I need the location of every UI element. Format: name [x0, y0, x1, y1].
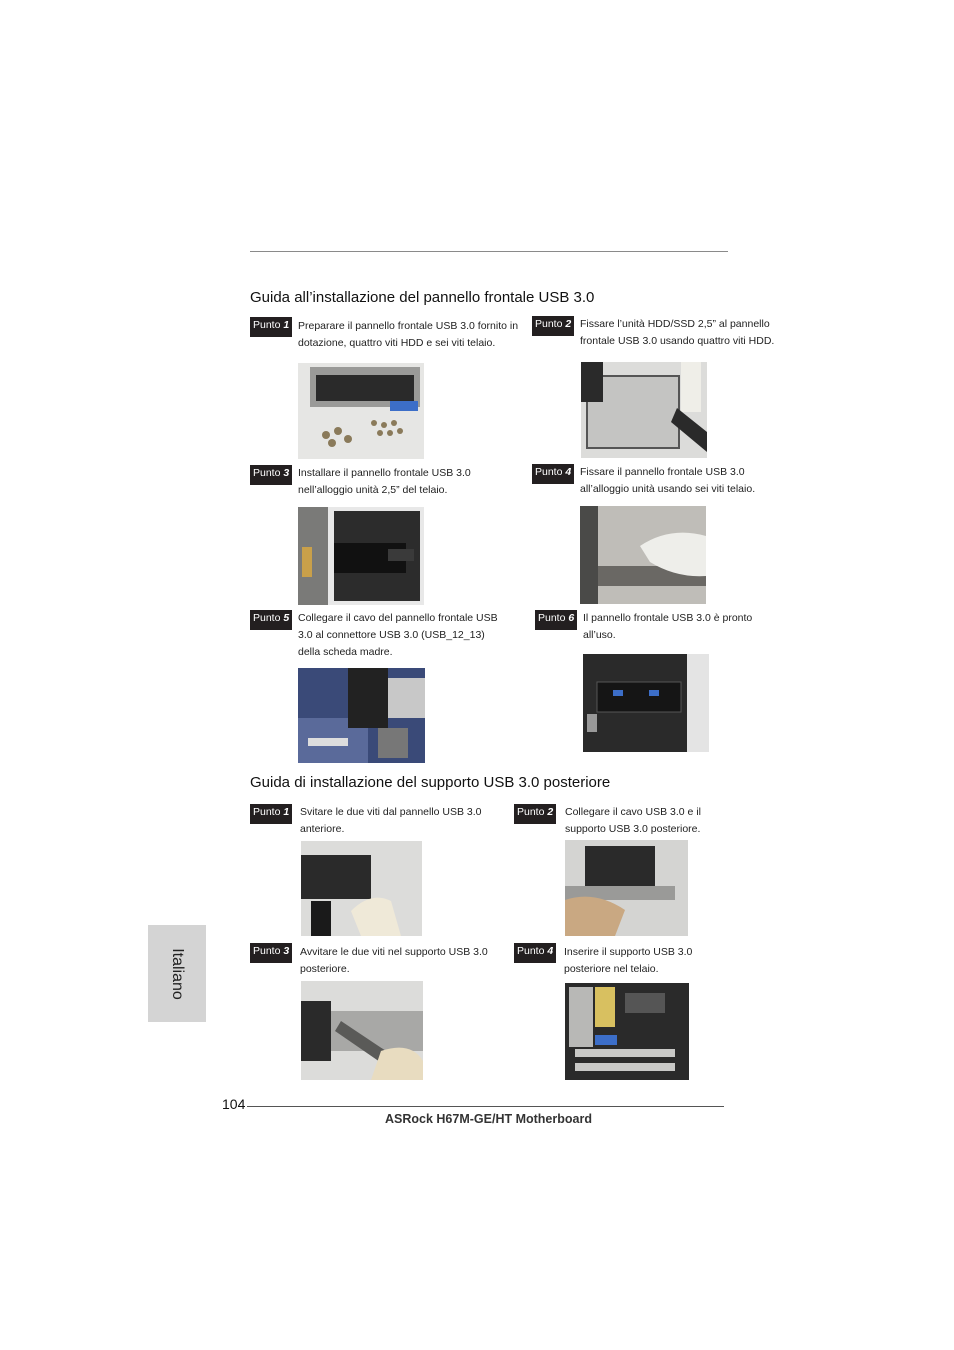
photo-front-panel-ready: [583, 654, 709, 752]
step-badge: Punto 3: [250, 943, 292, 963]
step-badge: Punto 4: [532, 464, 574, 484]
language-side-tab: [148, 925, 206, 1022]
step-badge: Punto 5: [250, 610, 292, 630]
step-text: Fissare il pannello frontale USB 3.0 all’alloggio unità usando sei viti telaio.: [580, 466, 756, 495]
step-badge: Punto 1: [250, 317, 292, 337]
step-text: Inserire il supporto USB 3.0 posteriore nel telaio.: [564, 946, 693, 975]
step-text: Svitare le due viti dal pannello USB 3.0 anteriore.: [300, 806, 482, 835]
photo-screw-bracket: [301, 981, 423, 1080]
step-text: Collegare il cavo USB 3.0 e il supporto USB 3.0 posteriore.: [565, 806, 701, 835]
step-badge: Punto 2: [532, 316, 574, 336]
step-text: Installare il pannello frontale USB 3.0 nell’alloggio unità 2,5” del telaio.: [298, 467, 471, 496]
page-number: 104: [222, 1096, 246, 1112]
step-badge: Punto 4: [514, 943, 556, 963]
step-badge: Punto 2: [514, 804, 556, 824]
step-badge: Punto 6: [535, 610, 577, 630]
step-text: Collegare il cavo del pannello frontale USB 3.0 al connettore USB 3.0 (USB_12_13) della scheda madre.: [298, 612, 498, 658]
language-label: Italiano: [169, 947, 186, 1000]
photo-unscrew-panel: [301, 841, 422, 936]
step-text: Avvitare le due viti nel supporto USB 3.0 posteriore.: [300, 946, 488, 975]
photo-motherboard-connector: [298, 668, 425, 763]
photo-screw-drive-bay: [580, 506, 706, 604]
step-text: Il pannello frontale USB 3.0 è pronto all’uso.: [583, 612, 753, 641]
step-text: Fissare l’unità HDD/SSD 2,5” al pannello frontale USB 3.0 usando quattro viti HDD.: [580, 318, 775, 347]
photo-drive-bay-install: [298, 507, 424, 605]
bottom-rule: [247, 1106, 724, 1107]
step-badge: Punto 3: [250, 465, 292, 485]
section-title-rear-bracket: Guida di installazione del supporto USB 3.0 posteriore: [250, 774, 611, 791]
top-rule: [250, 251, 728, 252]
photo-front-panel-kit: [298, 363, 424, 459]
step-badge: Punto 1: [250, 804, 292, 824]
photo-connect-bracket: [565, 840, 688, 936]
section-title-front-panel: Guida all’installazione del pannello frontale USB 3.0: [250, 289, 595, 306]
footer-product: ASRock H67M-GE/HT Motherboard: [385, 1112, 592, 1126]
photo-insert-bracket: [565, 983, 689, 1080]
photo-hdd-mount: [581, 362, 707, 458]
step-text: Preparare il pannello frontale USB 3.0 fornito in dotazione, quattro viti HDD e sei viti telaio.: [298, 320, 519, 349]
